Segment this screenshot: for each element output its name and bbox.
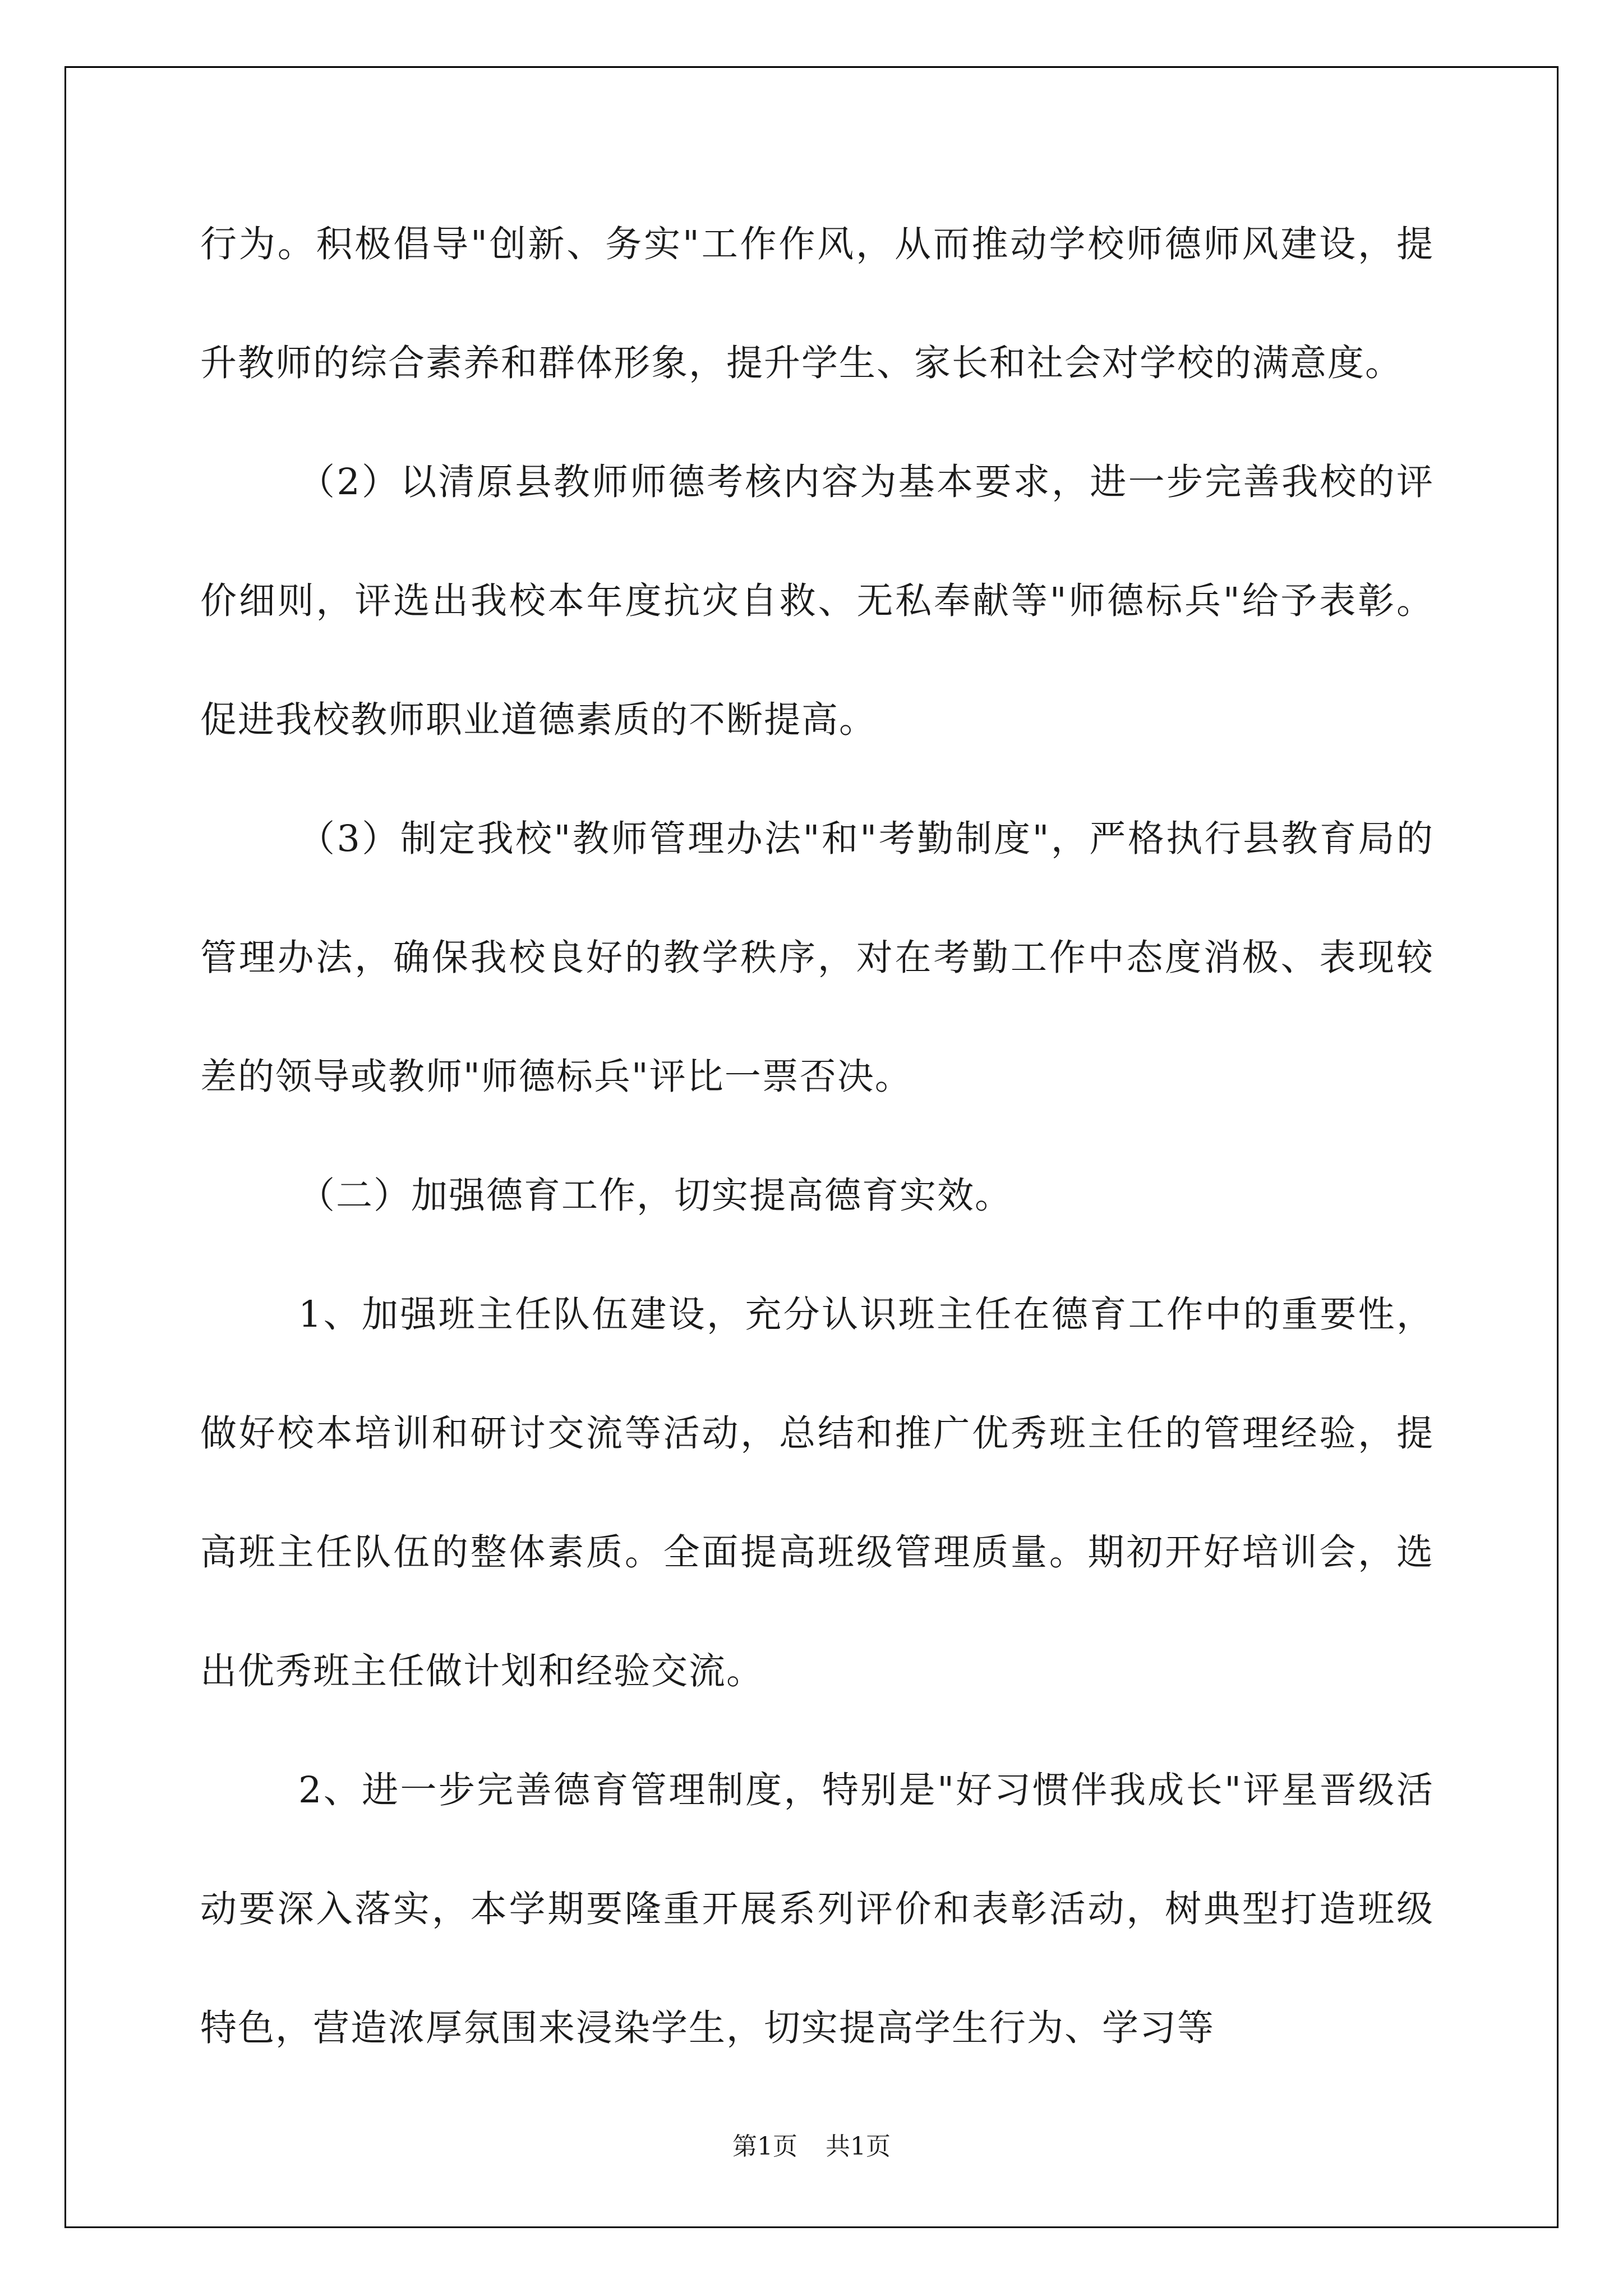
paragraph-5: 2、进一步完善德育管理制度，特别是"好习惯伴我成长"评星晋级活动要深入落实，本学期要隆重开展系列评价和表彰活动，树典型打造班级特色，营造浓厚氛围来浸染学生，切实提高学生行为、学习等: [200, 1769, 1434, 2049]
paragraph-1: 行为。积极倡导"创新、务实"工作作风，从而推动学校师德师风建设，提升教师的综合素养和群体形象，提升学生、家长和社会对学校的满意度。: [200, 223, 1434, 384]
paragraph-4: 1、加强班主任队伍建设，充分认识班主任在德育工作中的重要性，做好校本培训和研讨交流等活动，总结和推广优秀班主任的管理经验，提高班主任队伍的整体素质。全面提高班级管理质量。期初开好培训会，选出优秀班主任做计划和经验交流。: [200, 1294, 1434, 1692]
document-body: [200, 185, 1434, 2088]
page-footer: [0, 2126, 1623, 2162]
page-number: 第1页: [732, 2132, 797, 2161]
paragraph-2: （2）以清原县教师师德考核内容为基本要求，进一步完善我校的评价细则，评选出我校本年度抗灾自救、无私奉献等"师德标兵"给予表彰。促进我校教师职业道德素质的不断提高。: [200, 461, 1434, 741]
page-total: 共1页: [826, 2132, 891, 2161]
paragraph-3: （3）制定我校"教师管理办法"和"考勤制度"，严格执行县教育局的管理办法，确保我校良好的教学秩序，对在考勤工作中态度消极、表现较差的领导或教师"师德标兵"评比一票否决。: [200, 818, 1434, 1098]
section-heading: （二）加强德育工作，切实提高德育实效。: [298, 1175, 1013, 1217]
